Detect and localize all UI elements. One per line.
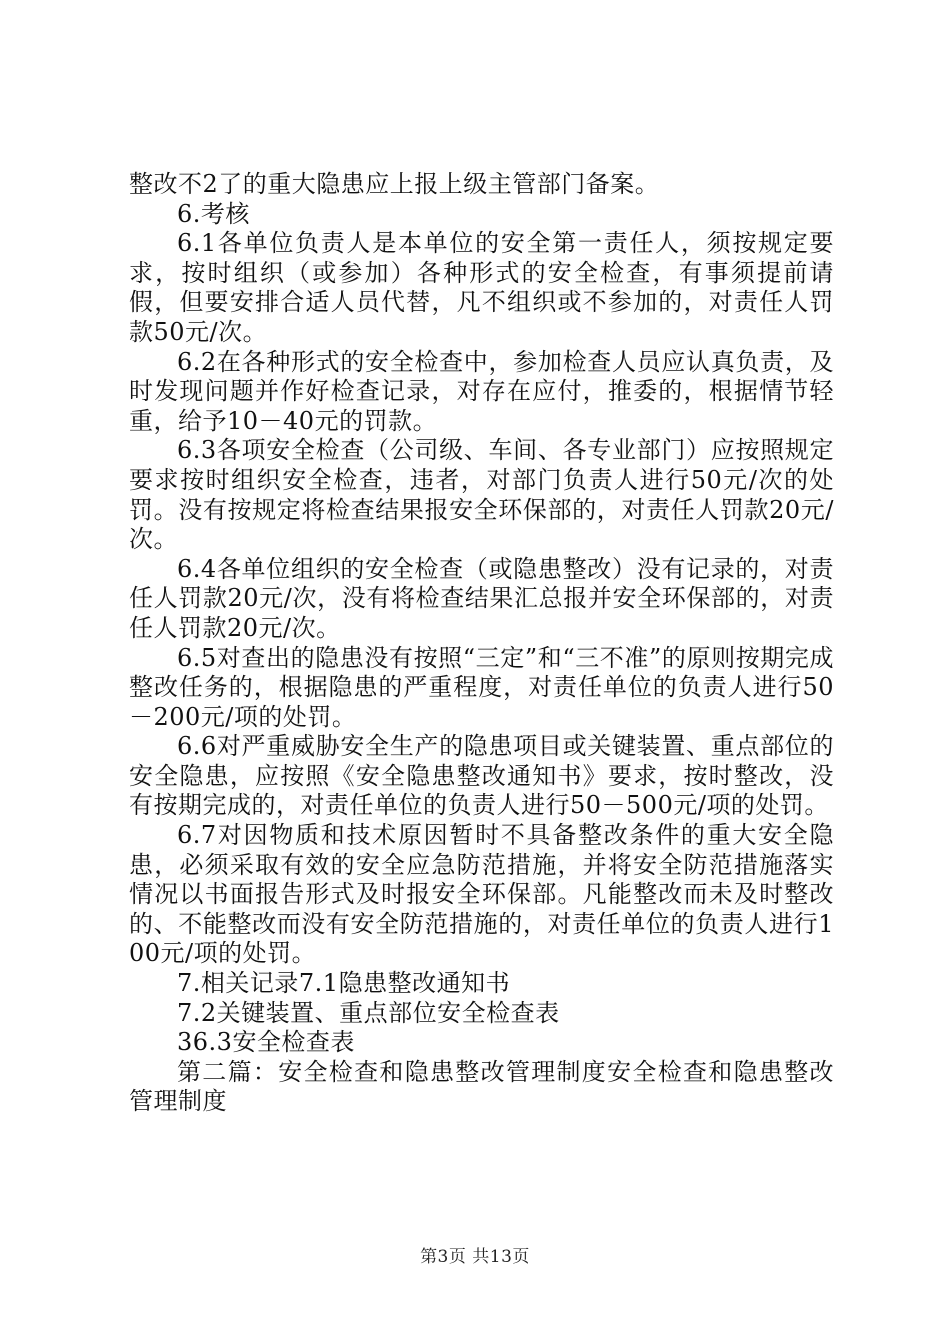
paragraph-6-7: 6.7对因物质和技术原因暂时不具备整改条件的重大安全隐患，必须采取有效的安全应急防范措施，并将安全防范措施落实情况以书面报告形式及时报安全环保部。凡能整改而未及时整改的、不能整改而没有安全防范措施的，对责任单位的负责人进行100元/项的处罚。 — [129, 821, 834, 968]
paragraph-6-5: 6.5对查出的隐患没有按照“三定”和“三不准”的原则按期完成整改任务的，根据隐患的严重程度，对责任单位的负责人进行50－200元/项的处罚。 — [129, 643, 834, 731]
paragraph-6-4: 6.4各单位组织的安全检查（或隐患整改）没有记录的，对责任人罚款20元/次，没有将检查结果汇总报并安全环保部的，对责任人罚款20元/次。 — [129, 554, 834, 642]
document-body — [129, 170, 834, 1117]
paragraph-6-2: 6.2在各种形式的安全检查中，参加检查人员应认真负责，及时发现问题并作好检查记录，对存在应付，推委的，根据情节轻重，给予10－40元的罚款。 — [129, 347, 834, 435]
paragraph-6-3: 6.3各项安全检查（公司级、车间、各专业部门）应按照规定要求按时组织安全检查，违者，对部门负责人进行50元/次的处罚。没有按规定将检查结果报安全环保部的，对责任人罚款20元/次。 — [129, 436, 834, 554]
paragraph-6-1: 6.1各单位负责人是本单位的安全第一责任人，须按规定要求，按时组织（或参加）各种形式的安全检查，有事须提前请假，但要安排合适人员代替，凡不组织或不参加的，对责任人罚款50元/次。 — [129, 229, 834, 346]
chapter-two-title: 第二篇：安全检查和隐患整改管理制度安全检查和隐患整改管理制度 — [129, 1057, 834, 1116]
page-number-footer: 第3页 共13页 — [420, 1247, 530, 1267]
section-heading-records: 7.相关记录7.1隐患整改通知书 — [177, 969, 511, 998]
paragraph-continuation: 整改不2了的重大隐患应上报上级主管部门备案。 — [129, 170, 660, 198]
section-heading-assessment: 6.考核 — [177, 199, 250, 228]
paragraph-6-6: 6.6对严重威胁安全生产的隐患项目或关键装置、重点部位的安全隐患，应按照《安全隐患整改通知书》要求，按时整改，没有按期完成的，对责任单位的负责人进行50－500元/项的处罚。 — [129, 732, 834, 820]
record-item-36-3: 36.3安全检查表 — [177, 1028, 355, 1057]
record-item-7-2: 7.2关键装置、重点部位安全检查表 — [177, 998, 560, 1027]
